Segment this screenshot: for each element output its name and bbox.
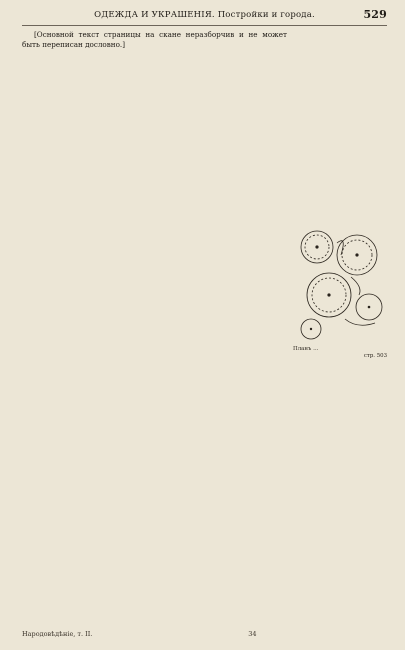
footer-signature: 34 [248, 630, 257, 638]
figure-hut-plan [293, 225, 387, 420]
page-number: 529 [363, 8, 387, 21]
running-head [22, 10, 387, 24]
figure-caption-text: Планъ … [293, 346, 319, 352]
paragraph: [Основной текст страницы на скане неразборчив и не может быть переписан дословно.] [22, 30, 287, 50]
footer-book-title: Народовѣдѣніе, т. II. [22, 630, 93, 638]
header-rule [22, 25, 387, 26]
figure-page-ref: стр. 503 [363, 352, 387, 359]
page-footer [22, 630, 387, 642]
figure-caption [293, 346, 387, 359]
running-head-title: ОДЕЖДА И УКРАШЕНІЯ. Постройки и города. [94, 10, 315, 20]
hut-plan-drawing [293, 225, 387, 343]
